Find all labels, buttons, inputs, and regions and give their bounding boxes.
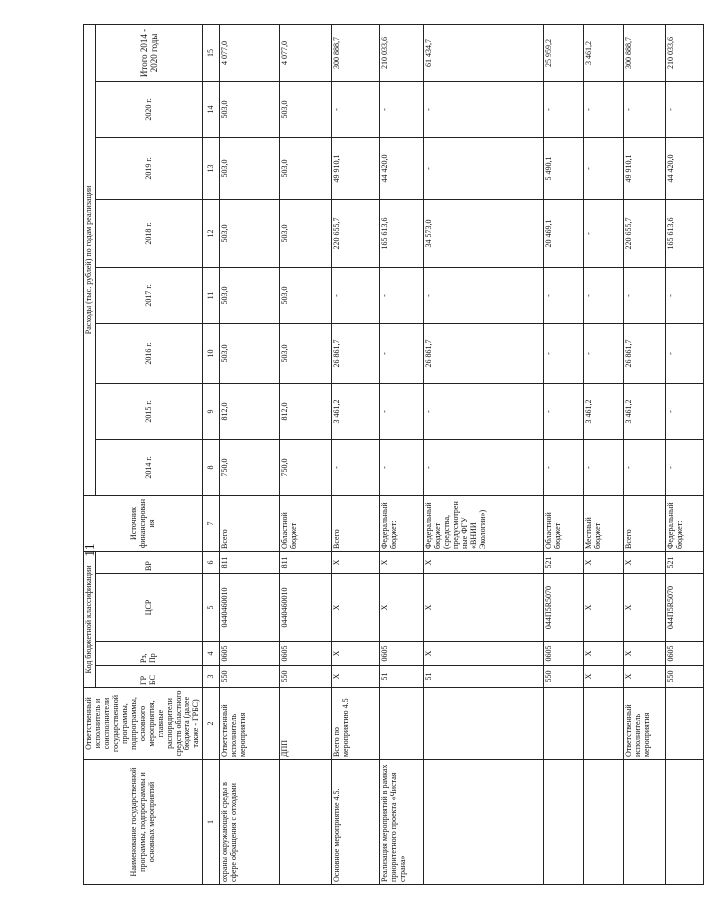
row-rzpr: 0605	[220, 642, 280, 666]
rotated-page	[83, 25, 685, 885]
row-name	[544, 760, 584, 885]
row-csr: Х	[584, 574, 624, 642]
row-total: 61 434,7	[424, 24, 544, 81]
row-csr: 0440460010	[220, 574, 280, 642]
column-number: 7	[203, 495, 220, 551]
column-number: 11	[203, 267, 220, 323]
row-total: 4 077,0	[280, 24, 332, 81]
row-source: Всего	[624, 495, 666, 551]
row-value: 503,0	[220, 267, 280, 323]
row-value: -	[544, 439, 584, 495]
row-responsible: Всего по мероприятию 4.5	[332, 688, 380, 760]
row-value: 20 469,1	[544, 199, 584, 267]
row-rzpr: Х	[332, 642, 380, 666]
row-value: 3 461,2	[332, 383, 380, 439]
row-name	[666, 760, 704, 885]
row-value: 503,0	[280, 81, 332, 137]
column-number: 5	[203, 574, 220, 642]
row-grbs: 51	[380, 666, 424, 688]
row-csr: Х	[380, 574, 424, 642]
row-value: 503,0	[220, 81, 280, 137]
row-value: 44 420,0	[666, 137, 704, 199]
row-value: 26 861,7	[424, 323, 544, 383]
row-rzpr: 0605	[666, 642, 704, 666]
row-vr: Х	[584, 551, 624, 573]
row-value: -	[544, 267, 584, 323]
row-source: Областной бюджет	[544, 495, 584, 551]
column-number: 4	[203, 642, 220, 666]
row-value: -	[624, 81, 666, 137]
row-source: Всего	[220, 495, 280, 551]
budget-table	[83, 24, 704, 885]
row-csr: 044П5R5070	[544, 574, 584, 642]
row-value: 503,0	[280, 199, 332, 267]
table-row	[332, 24, 380, 884]
row-csr: Х	[424, 574, 544, 642]
row-vr: 811	[220, 551, 280, 573]
header-year-2018: 2018 г.	[95, 199, 202, 267]
header-csr: ЦСР	[95, 574, 202, 642]
row-value: 503,0	[280, 323, 332, 383]
row-value: -	[544, 383, 584, 439]
row-source: Федеральный бюджет (средства, предусмотренные ФГУ «ВНИИ Экологии»)	[424, 495, 544, 551]
row-value: -	[544, 323, 584, 383]
row-name	[280, 760, 332, 885]
row-value: -	[666, 323, 704, 383]
header-year-2017: 2017 г.	[95, 267, 202, 323]
row-total: 4 077,0	[220, 24, 280, 81]
header-source: Источник финансирования	[84, 495, 203, 551]
row-source: Федеральный бюджет:	[380, 495, 424, 551]
row-total: 300 888,7	[624, 24, 666, 81]
row-rzpr: Х	[624, 642, 666, 666]
row-value: 3 461,2	[584, 383, 624, 439]
column-number: 8	[203, 439, 220, 495]
row-value: -	[666, 383, 704, 439]
header-year-2019: 2019 г.	[95, 137, 202, 199]
row-value: 220 655,7	[624, 199, 666, 267]
row-value: 5 490,1	[544, 137, 584, 199]
row-value: -	[584, 439, 624, 495]
row-value: 26 861,7	[332, 323, 380, 383]
header-year-2020: 2020 г.	[95, 81, 202, 137]
row-name: Реализация мероприятий в рамках приоритетного проекта «Чистая страна»	[380, 760, 424, 885]
row-value: -	[424, 137, 544, 199]
row-value: -	[380, 81, 424, 137]
header-vr: ВР	[95, 551, 202, 573]
row-csr: Х	[624, 574, 666, 642]
row-grbs: Х	[584, 666, 624, 688]
row-value: 503,0	[220, 323, 280, 383]
header-year-2015: 2015 г.	[95, 383, 202, 439]
table-row	[220, 24, 280, 884]
row-total: 25 959,2	[544, 24, 584, 81]
row-grbs: Х	[332, 666, 380, 688]
row-value: 503,0	[220, 137, 280, 199]
row-value: 812,0	[220, 383, 280, 439]
row-value: 503,0	[220, 199, 280, 267]
column-number: 3	[203, 666, 220, 688]
row-value: 44 420,0	[380, 137, 424, 199]
header-total: Итого 2014 - 2020 годы	[95, 24, 202, 81]
header-costs: Расходы (тыс. рублей) по годам реализации	[84, 24, 96, 495]
row-responsible: ДПП	[280, 688, 332, 760]
column-number: 10	[203, 323, 220, 383]
row-vr: 811	[280, 551, 332, 573]
row-grbs: 550	[666, 666, 704, 688]
row-source: Федеральный бюджет:	[666, 495, 704, 551]
row-value: -	[380, 267, 424, 323]
table-row	[584, 24, 624, 884]
row-total: 3 461,2	[584, 24, 624, 81]
row-vr: 521	[666, 551, 704, 573]
row-responsible: Ответственный исполнитель мероприятия	[220, 688, 280, 760]
header-responsible: Ответственный исполнитель и соисполнители государственной программы, подпрограммы, основного мероприятия, главные распорядители средств областного бюджета (далее также - ГРБС)	[84, 688, 203, 760]
row-value: -	[584, 267, 624, 323]
row-grbs: 51	[424, 666, 544, 688]
row-total: 300 888,7	[332, 24, 380, 81]
row-name	[424, 760, 544, 885]
column-number: 15	[203, 24, 220, 81]
row-value: 503,0	[280, 137, 332, 199]
row-csr: Х	[332, 574, 380, 642]
row-responsible: Ответственный исполнитель мероприятия	[624, 688, 666, 760]
row-value: -	[380, 323, 424, 383]
row-value: 26 861,7	[624, 323, 666, 383]
row-value: -	[332, 81, 380, 137]
column-number: 14	[203, 81, 220, 137]
row-value: -	[380, 439, 424, 495]
row-value: -	[424, 439, 544, 495]
row-value: -	[424, 267, 544, 323]
row-responsible	[584, 688, 624, 760]
row-value: 49 910,1	[624, 137, 666, 199]
table-row	[666, 24, 704, 884]
table-row	[544, 24, 584, 884]
row-value: -	[584, 199, 624, 267]
row-value: -	[624, 267, 666, 323]
column-number: 6	[203, 551, 220, 573]
row-vr: Х	[624, 551, 666, 573]
row-total: 210 033,6	[666, 24, 704, 81]
row-value: -	[666, 439, 704, 495]
row-vr: 521	[544, 551, 584, 573]
header-grbs: ГР БС	[95, 666, 202, 688]
row-rzpr: Х	[584, 642, 624, 666]
column-number: 2	[203, 688, 220, 760]
column-number: 9	[203, 383, 220, 439]
row-rzpr: 0605	[544, 642, 584, 666]
column-number: 1	[203, 760, 220, 885]
header-year-2014: 2014 г.	[95, 439, 202, 495]
row-name	[624, 760, 666, 885]
row-value: 49 910,1	[332, 137, 380, 199]
row-grbs: 550	[280, 666, 332, 688]
row-value: 165 613,6	[666, 199, 704, 267]
row-value: 34 573,0	[424, 199, 544, 267]
column-number: 12	[203, 199, 220, 267]
row-rzpr: 0605	[380, 642, 424, 666]
row-value: 503,0	[280, 267, 332, 323]
row-name: Основное мероприятие 4.5.	[332, 760, 380, 885]
row-responsible	[380, 688, 424, 760]
table-row	[624, 24, 666, 884]
row-value: -	[380, 383, 424, 439]
row-vr: Х	[380, 551, 424, 573]
row-rzpr: 0605	[280, 642, 332, 666]
row-value: -	[624, 439, 666, 495]
row-name: охраны окружающей среды в сфере обращения с отходами	[220, 760, 280, 885]
row-value: -	[332, 267, 380, 323]
column-number: 13	[203, 137, 220, 199]
row-value: -	[666, 267, 704, 323]
row-value: -	[424, 383, 544, 439]
row-total: 210 033,6	[380, 24, 424, 81]
row-responsible	[424, 688, 544, 760]
row-value: -	[584, 323, 624, 383]
row-csr: 0440460010	[280, 574, 332, 642]
row-source: Местный бюджет	[584, 495, 624, 551]
row-grbs: Х	[624, 666, 666, 688]
row-value: 3 461,2	[624, 383, 666, 439]
row-responsible	[544, 688, 584, 760]
page-number: 11	[83, 543, 98, 557]
header-name: Наименование государственной программы, подпрограммы и основных мероприятий	[84, 760, 203, 885]
row-value: 750,0	[280, 439, 332, 495]
row-source: Областной бюджет	[280, 495, 332, 551]
header-kbk: Код бюджетной классификации	[84, 551, 96, 687]
header-year-2016: 2016 г.	[95, 323, 202, 383]
row-name	[584, 760, 624, 885]
row-rzpr: Х	[424, 642, 544, 666]
table-row	[380, 24, 424, 884]
row-value: 165 613,6	[380, 199, 424, 267]
row-value: 812,0	[280, 383, 332, 439]
table-row	[424, 24, 544, 884]
row-value: -	[584, 81, 624, 137]
row-vr: Х	[332, 551, 380, 573]
row-grbs: 550	[220, 666, 280, 688]
row-value: -	[332, 439, 380, 495]
table-row	[280, 24, 332, 884]
row-value: 750,0	[220, 439, 280, 495]
row-vr: Х	[424, 551, 544, 573]
row-value: -	[584, 137, 624, 199]
row-grbs: 550	[544, 666, 584, 688]
header-rzpr: Рз, Пр	[95, 642, 202, 666]
row-responsible	[666, 688, 704, 760]
row-source: Всего	[332, 495, 380, 551]
row-value: -	[424, 81, 544, 137]
row-value: -	[544, 81, 584, 137]
row-value: -	[666, 81, 704, 137]
row-csr: 044П5R5070	[666, 574, 704, 642]
row-value: 220 655,7	[332, 199, 380, 267]
